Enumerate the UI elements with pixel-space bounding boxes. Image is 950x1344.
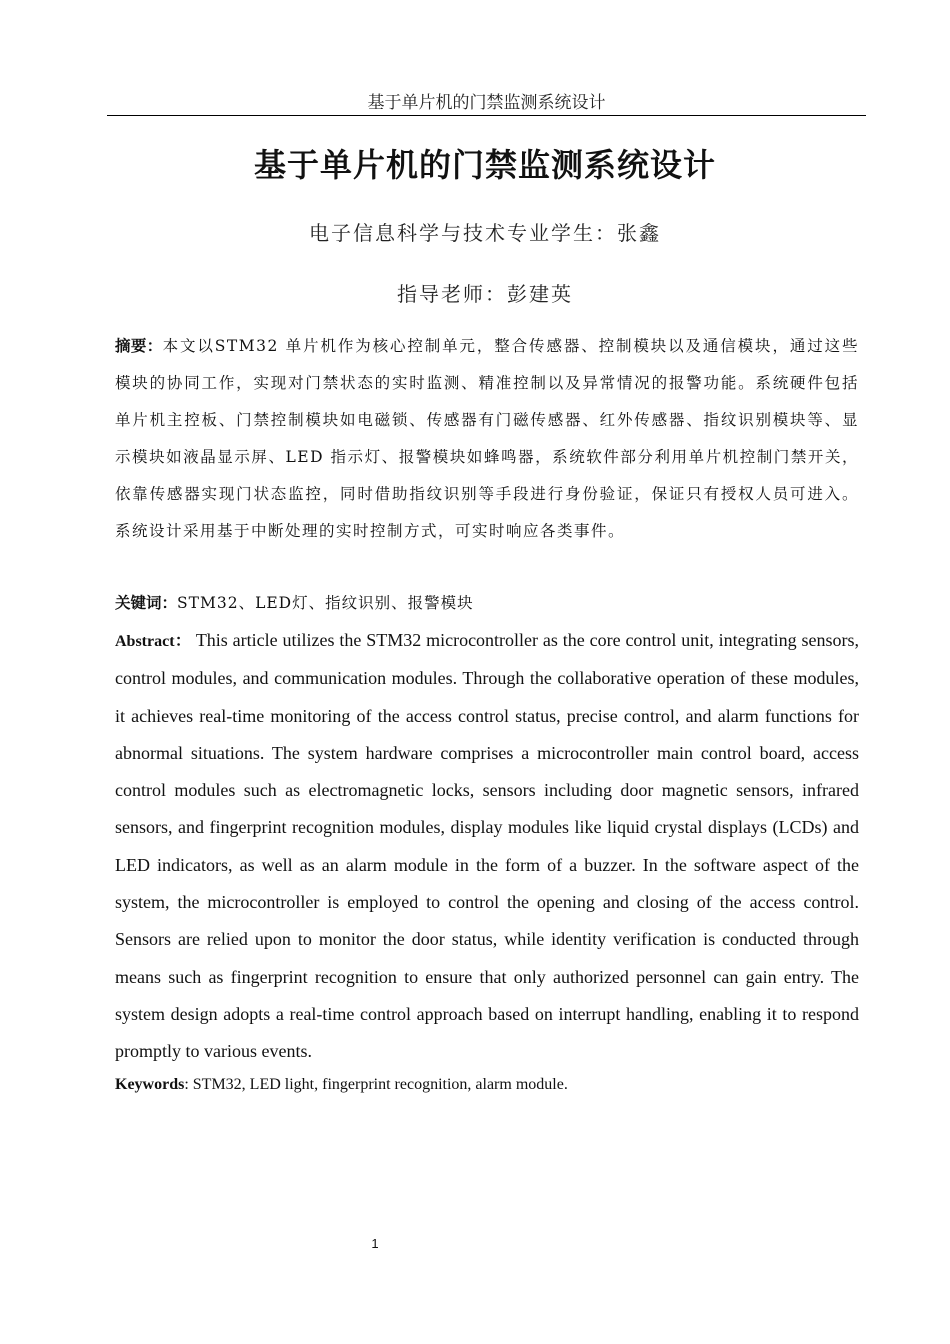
- page-number: 1: [371, 1236, 379, 1251]
- header-divider: [107, 115, 866, 116]
- english-keywords-label: Keywords: [115, 1076, 185, 1093]
- chinese-keywords-text: STM32、LED灯、指纹识别、报警模块: [177, 594, 474, 612]
- chinese-abstract: [115, 328, 859, 550]
- chinese-abstract-label: 摘要：: [115, 337, 163, 355]
- english-abstract-text: This article utilizes the STM32 microcontroller as the core control unit, integrating sensors, control modules, and communication modules. Through the collaborative operation of these modules, it achieves real-time monitoring of the access control status, precise control, and alarm functions for abnormal situations. The system hardware comprises a microcontroller main control board, access control modules such as electromagnetic locks, sensors including door magnetic sensors, infrared sensors, and fingerprint recognition modules, display modules like liquid crystal displays (LCDs) and LED indicators, as well as an alarm module in the form of a buzzer. In the software aspect of the system, the microcontroller is employed to control the opening and closing of the access control. Sensors are relied upon to monitor the door status, while identity verification is conducted through means such as fingerprint recognition to ensure that only authorized personnel can gain entry. The system design adopts a real-time control approach based on interrupt handling, enabling it to respond promptly to various events.: [115, 630, 859, 1062]
- page-title: 基于单片机的门禁监测系统设计: [253, 146, 716, 184]
- running-header: 基于单片机的门禁监测系统设计: [367, 93, 606, 113]
- advisor-line: 指导老师：彭建英: [397, 282, 573, 306]
- english-keywords: [115, 1073, 859, 1097]
- english-keywords-text: : STM32, LED light, fingerprint recognition, alarm module.: [184, 1076, 568, 1093]
- chinese-abstract-text: 本文以STM32 单片机作为核心控制单元，整合传感器、控制模块以及通信模块，通过这些模块的协同工作，实现对门禁状态的实时监测、精准控制以及异常情况的报警功能。系统硬件包括单片机主控板、门禁控制模块如电磁锁、传感器有门磁传感器、红外传感器、指纹识别模块等、显示模块如液晶显示屏、LED 指示灯、报警模块如蜂鸣器，系统软件部分利用单片机控制门禁开关，依靠传感器实现门状态监控，同时借助指纹识别等手段进行身份验证，保证只有授权人员可进入。系统设计采用基于中断处理的实时控制方式，可实时响应各类事件。: [115, 337, 859, 540]
- chinese-keywords-label: 关键词：: [115, 594, 178, 612]
- author-line: 电子信息科学与技术专业学生：张鑫: [309, 221, 661, 245]
- chinese-keywords: [115, 588, 859, 618]
- english-abstract: [115, 622, 859, 1071]
- english-abstract-label: Abstract：: [115, 633, 192, 650]
